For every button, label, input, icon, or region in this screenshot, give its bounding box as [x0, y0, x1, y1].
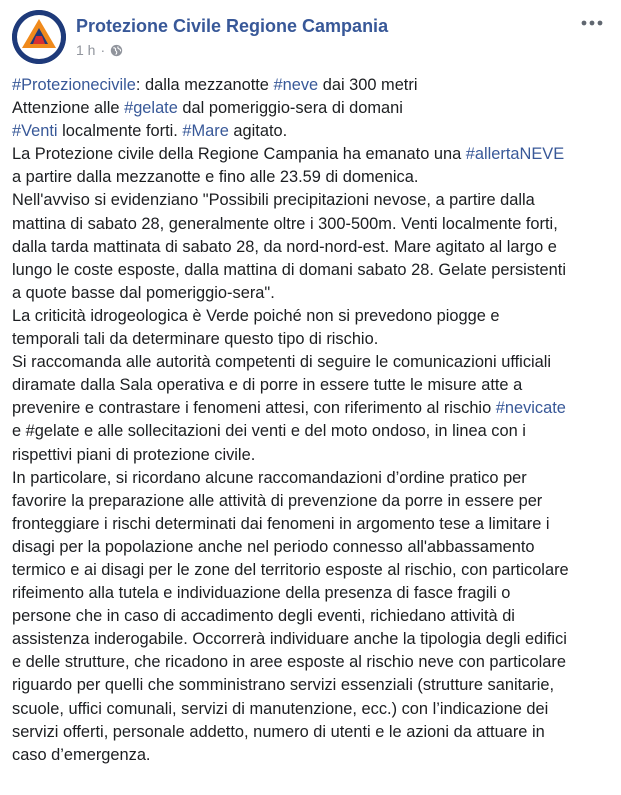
post-text: dal pomeriggio-sera di domani: [177, 99, 403, 118]
post-text-line: [12, 120, 612, 143]
post-text: temporali tali da determinare questo tipo di rischio.: [12, 330, 379, 349]
post-text: e #gelate e alle sollecitazioni dei venti e del moto ondoso, in linea con i: [12, 422, 526, 441]
post-text: dai 300 metri: [318, 76, 418, 94]
post-text: agitato.: [228, 122, 288, 141]
post-text: scuole, uffici comunali, servizi di manutenzione, ecc.) con l’indicazione dei: [12, 699, 549, 718]
hashtag-link[interactable]: #Mare: [182, 122, 229, 141]
post-text-line: [12, 282, 612, 305]
post-text-line: [12, 628, 612, 651]
post-text: fronteggiare i rischi determinati dai fenomeni in argomento tese a limitare i: [12, 514, 550, 533]
hashtag-link[interactable]: #Protezionecivile: [12, 76, 136, 94]
post-text-line: [12, 351, 612, 374]
post-text-line: [12, 559, 612, 582]
post-text-line: [12, 189, 612, 212]
post-text-line: [12, 97, 612, 120]
post-text-line: [12, 259, 612, 282]
post-text-line: [12, 674, 612, 697]
meta-separator: ·: [100, 42, 106, 58]
post-text: rispettivi piani di protezione civile.: [12, 445, 256, 464]
post-text-line: [12, 374, 612, 397]
hashtag-link[interactable]: #gelate: [124, 99, 178, 118]
post-text-line: [12, 605, 612, 628]
hashtag-link[interactable]: #nevicate: [495, 399, 566, 418]
post-text: Nell'avviso si evidenziano "Possibili precipitazioni nevose, a partire dalla: [12, 191, 535, 210]
page-name-link[interactable]: Protezione Civile Regione Campania: [76, 16, 389, 36]
post-text: caso d’emergenza.: [12, 745, 151, 764]
post-text-line: [12, 74, 612, 97]
post-header: [12, 10, 609, 66]
post-text: servizi offerti, personale addetto, numero di utenti e le azioni da attuare in: [12, 722, 545, 741]
civil-protection-logo: [12, 10, 66, 64]
post-text: favorire la preparazione alle attività di prevenzione da porre in essere per: [12, 491, 543, 510]
hashtag-link[interactable]: #allertaNEVE: [465, 145, 565, 164]
post-text: Attenzione alle: [12, 99, 125, 118]
post-text-line: [12, 444, 612, 467]
hashtag-link[interactable]: #neve: [273, 76, 319, 94]
post-text-line: [12, 744, 612, 767]
more-options-icon: [581, 20, 603, 26]
post-text: dalla tarda mattinata di sabato 28, da nord-nord-est. Mare agitato al largo e: [12, 237, 557, 256]
post-text-line: [12, 651, 612, 674]
avatar[interactable]: [12, 10, 66, 64]
post-text: lungo le coste esposte, dalla mattina di domani sabato 28. Gelate persistenti: [12, 260, 566, 279]
post-text: Si raccomanda alle autorità competenti di seguire le comunicazioni ufficiali: [12, 353, 552, 372]
post-body: [12, 74, 612, 767]
post-text-line: [12, 213, 612, 236]
post-text: La criticità idrogeologica è Verde poiché non si prevedono piogge e: [12, 306, 500, 325]
post-text-line: [12, 582, 612, 605]
post-text-line: [12, 166, 612, 189]
globe-icon[interactable]: [110, 44, 123, 57]
post-text: rifeimento alla tutela e individuazione della presenza di fasce fragili o: [12, 584, 511, 603]
post-text: disagi per la popolazione anche nel periodo connesso all'abbassamento: [12, 537, 535, 556]
post-text: termico e ai disagi per le zone del territorio esposte al rischio, con particolare: [12, 560, 569, 579]
post-text-line: [12, 328, 612, 351]
post-text-line: [12, 467, 612, 490]
post-text: diramate dalla Sala operativa e di porre in essere tutte le misure atte a: [12, 376, 523, 395]
post-text: persone che in caso di accadimento degli eventi, richiedano attività di: [12, 607, 515, 626]
post-text-line: [12, 305, 612, 328]
post-text-line: [12, 721, 612, 744]
post-text-line: [12, 698, 612, 721]
more-options-button[interactable]: [579, 12, 605, 34]
post-text: mattina di sabato 28, generalmente oltre i 300-500m. Venti localmente forti,: [12, 214, 558, 233]
post-text: assistenza inderogabile. Occorrerà individuare anche la tipologia degli edifici: [12, 630, 567, 649]
post-text-line: [12, 397, 612, 420]
post-text: a quote basse dal pomeriggio-sera".: [12, 283, 275, 302]
post-text: La Protezione civile della Regione Campania ha emanato una: [12, 145, 466, 164]
post-text: e delle strutture, che ricadono in aree esposte al rischio neve con particolare: [12, 653, 566, 672]
post-text-line: [12, 536, 612, 559]
post-text: a partire dalla mezzanotte e fino alle 23.59 di domenica.: [12, 168, 419, 187]
post-time[interactable]: 1 h: [76, 42, 96, 58]
post-text-line: [12, 420, 612, 443]
post-meta: [76, 42, 123, 58]
post-text: localmente forti.: [57, 122, 183, 141]
hashtag-link[interactable]: #Venti: [12, 122, 58, 141]
post-text-line: [12, 236, 612, 259]
post-text-line: [12, 143, 612, 166]
post-text: In particolare, si ricordano alcune raccomandazioni d’ordine pratico per: [12, 468, 527, 487]
post-text: riguardo per quelli che somministrano servizi essenziali (strutture sanitarie,: [12, 676, 555, 695]
post-text: : dalla mezzanotte: [135, 76, 274, 94]
post-text-line: [12, 513, 612, 536]
post-text-line: [12, 490, 612, 513]
post-text: prevenire e contrastare i fenomeni attesi, con riferimento al rischio: [12, 399, 496, 418]
